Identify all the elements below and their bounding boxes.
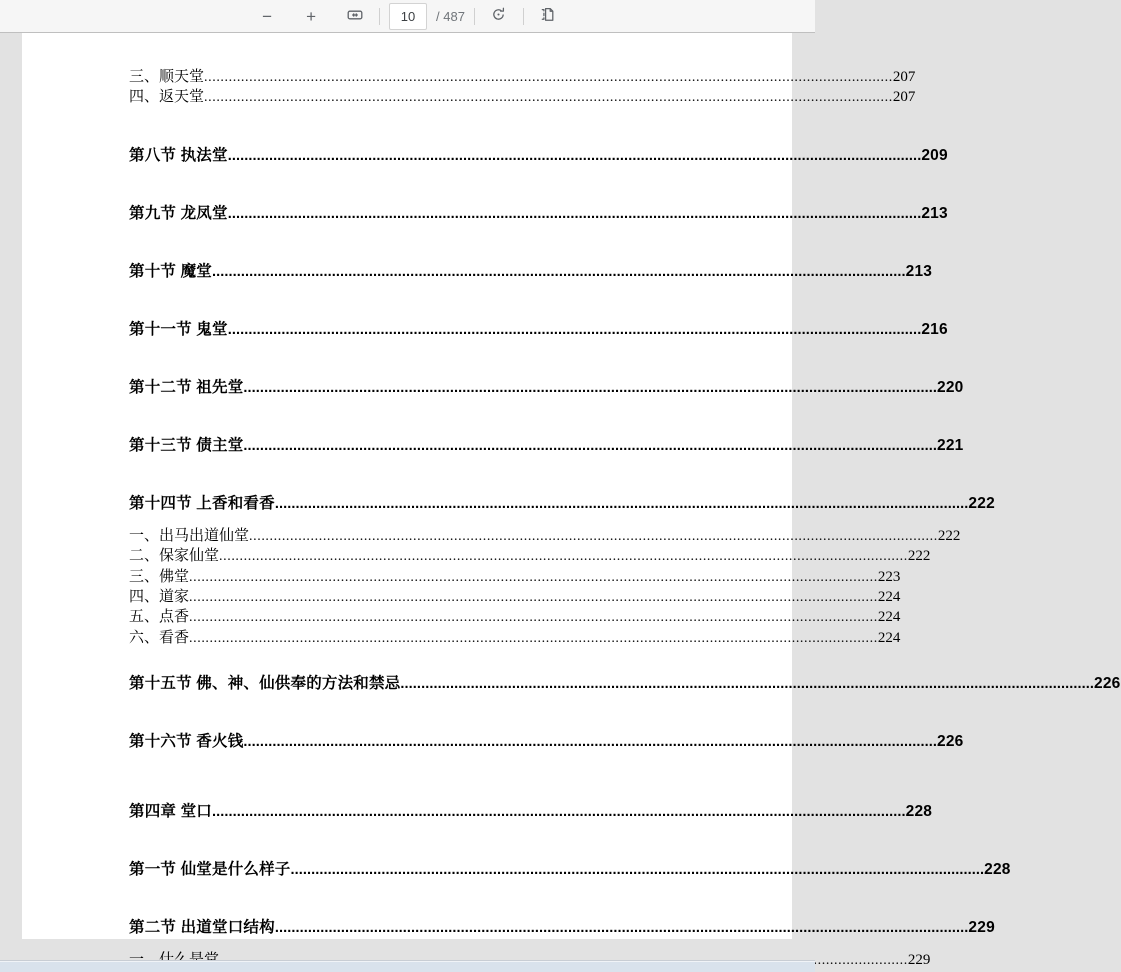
toc-page-number: 222: [907, 548, 931, 565]
toolbar-divider: [474, 8, 475, 25]
toc-entry-title: 第八节 执法堂: [129, 146, 228, 164]
toc-page-number: 229: [907, 952, 931, 969]
toc-heading-row[interactable]: [129, 204, 948, 224]
toc-dot-leader: [212, 802, 906, 818]
toc-page-number: 224: [877, 589, 901, 606]
toc-page-number: 229: [968, 919, 995, 937]
plus-icon: +: [306, 6, 316, 26]
minus-icon: −: [262, 6, 272, 26]
rotate-button[interactable]: [484, 3, 514, 29]
toc-subentry-row[interactable]: [129, 67, 916, 87]
pdf-page: [22, 33, 1121, 969]
horizontal-scrollbar-thumb[interactable]: [0, 962, 815, 972]
toc-heading-row[interactable]: [129, 732, 964, 752]
table-of-contents: [129, 67, 1121, 969]
toc-entry-title: 六、看香: [129, 629, 190, 646]
fit-to-width-icon: [346, 6, 364, 27]
toc-heading-row[interactable]: [129, 436, 964, 456]
toc-page-number: 222: [968, 494, 995, 512]
toc-entry-title: 第十节 魔堂: [129, 262, 213, 280]
toc-page-number: 220: [937, 378, 964, 396]
toc-page-number: 223: [877, 568, 901, 585]
toc-subentry-row[interactable]: [129, 567, 901, 587]
toc-subentry-row[interactable]: [129, 526, 961, 546]
toc-page-number: 228: [984, 861, 1011, 879]
toc-page-number: 209: [921, 146, 948, 164]
toc-dot-leader: [204, 88, 893, 103]
toc-heading-row[interactable]: [129, 802, 933, 822]
toc-entry-title: 五、点香: [129, 609, 190, 626]
toc-heading-row[interactable]: [129, 918, 995, 938]
toc-entry-title: 四、返天堂: [129, 89, 205, 106]
toc-heading-row[interactable]: [129, 262, 933, 282]
toc-page-number: 213: [905, 262, 933, 280]
toc-entry-title: 第十四节 上香和看香: [129, 494, 275, 512]
toc-page-number: 213: [921, 204, 948, 222]
toc-entry-title: 第十五节 佛、神、仙供奉的方法和禁忌: [129, 675, 401, 693]
pdf-toolbar: [0, 0, 815, 33]
toc-dot-leader: [189, 568, 878, 583]
toolbar-divider: [379, 8, 380, 25]
page-count-label: / 487: [436, 8, 465, 24]
toc-entry-title: 第二节 出道堂口结构: [129, 919, 275, 937]
toc-dot-leader: [219, 547, 908, 562]
toc-subentry-row[interactable]: [129, 87, 916, 107]
toc-entry-title: 第九节 龙凤堂: [129, 204, 228, 222]
toc-page-number: 207: [892, 69, 916, 85]
toc-heading-row[interactable]: [129, 320, 948, 340]
toc-subentry-row[interactable]: [129, 607, 901, 627]
toc-dot-leader: [228, 204, 922, 220]
toc-page-number: 228: [905, 803, 933, 821]
toc-dot-leader: [204, 68, 893, 83]
page-view-button[interactable]: [533, 3, 563, 29]
toc-dot-leader: [400, 674, 1094, 690]
rotate-clockwise-icon: [489, 5, 508, 27]
toc-entry-title: 一、出马出道仙堂: [129, 527, 250, 544]
toc-page-number: 226: [1094, 675, 1121, 693]
toc-heading-row[interactable]: [129, 494, 995, 514]
fit-to-width-button[interactable]: [340, 3, 370, 29]
toc-entry-title: 三、佛堂: [129, 568, 190, 585]
toc-page-number: 222: [937, 527, 961, 544]
toc-page-number: 226: [937, 733, 964, 751]
toc-dot-leader: [189, 608, 878, 623]
toc-dot-leader: [189, 629, 878, 644]
toc-page-number: 207: [892, 89, 916, 106]
toc-heading-row[interactable]: [129, 378, 964, 398]
toc-entry-title: 第十六节 香火钱: [129, 733, 244, 751]
toc-subentry-row[interactable]: [129, 587, 901, 607]
page-view-icon: [538, 5, 557, 27]
toc-dot-leader: [275, 918, 969, 934]
toc-entry-title: 第一节 仙堂是什么样子: [129, 861, 291, 879]
toc-dot-leader: [275, 494, 969, 510]
toc-dot-leader: [189, 588, 878, 603]
zoom-out-button[interactable]: [252, 3, 282, 29]
toc-page-number: 221: [937, 436, 964, 454]
toc-entry-title: 四、道家: [129, 589, 190, 606]
toc-dot-leader: [243, 378, 937, 394]
toc-entry-title: 三、顺天堂: [129, 69, 205, 85]
toc-heading-row[interactable]: [129, 860, 1011, 880]
toc-page-number: 224: [877, 609, 901, 626]
toc-entry-title: 第四章 堂口: [129, 803, 213, 821]
toc-dot-leader: [228, 320, 922, 336]
toc-entry-title: 第十一节 鬼堂: [129, 320, 228, 338]
toc-subentry-row[interactable]: [129, 546, 931, 566]
zoom-in-button[interactable]: [296, 3, 326, 29]
toc-heading-row[interactable]: [129, 146, 948, 166]
toc-heading-row[interactable]: [129, 674, 1121, 694]
toc-page-number: 224: [877, 629, 901, 646]
toc-subentry-row[interactable]: [129, 628, 901, 648]
toc-dot-leader: [291, 860, 985, 876]
pdf-viewer[interactable]: [0, 33, 1121, 969]
toc-entry-title: 第十三节 债主堂: [129, 436, 244, 454]
toc-entry-title: 二、保家仙堂: [129, 548, 220, 565]
toc-page-number: 216: [921, 320, 948, 338]
toc-dot-leader: [228, 146, 922, 162]
toc-dot-leader: [243, 732, 937, 748]
toc-dot-leader: [212, 262, 906, 278]
toc-dot-leader: [243, 436, 937, 452]
toc-dot-leader: [249, 527, 938, 542]
page-number-input[interactable]: [389, 3, 427, 30]
toolbar-divider: [523, 8, 524, 25]
toc-entry-title: 第十二节 祖先堂: [129, 378, 244, 396]
horizontal-scrollbar[interactable]: [0, 960, 815, 972]
